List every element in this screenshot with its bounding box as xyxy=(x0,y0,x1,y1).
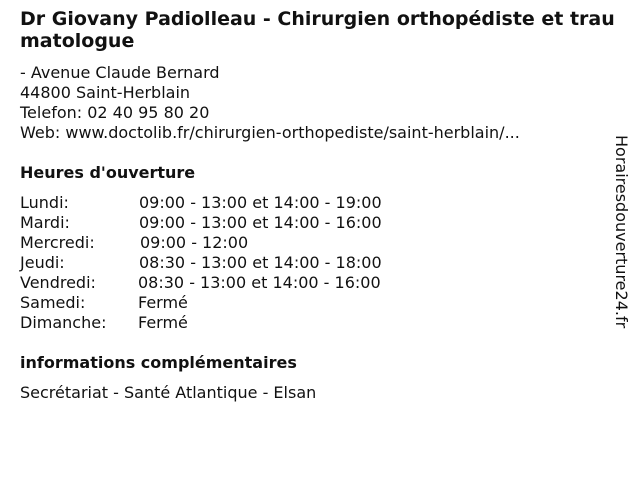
website-link[interactable]: Web: www.doctolib.fr/chirurgien-orthopediste/saint-herblain/... xyxy=(20,123,520,142)
hours-value: 09:00 - 13:00 et 14:00 - 16:00 xyxy=(139,213,382,232)
day-label: Lundi: xyxy=(20,193,69,212)
additional-info-text: Secrétariat - Santé Atlantique - Elsan xyxy=(20,383,317,402)
day-label: Mardi: xyxy=(20,213,70,232)
address-city: 44800 Saint-Herblain xyxy=(20,83,191,102)
opening-hours-heading: Heures d'ouverture xyxy=(20,163,196,182)
day-label: Samedi: xyxy=(20,293,86,312)
site-watermark: Horairesdouverture24.fr xyxy=(612,135,631,329)
day-label: Mercredi: xyxy=(20,233,95,252)
address-block xyxy=(20,63,520,143)
hours-value: Fermé xyxy=(138,293,188,312)
hours-value: 09:00 - 12:00 xyxy=(140,233,249,252)
page-title: Dr Giovany Padiolleau - Chirurgien orthopédiste et traumatologue xyxy=(20,8,615,52)
additional-info-heading: informations complémentaires xyxy=(20,353,297,372)
day-label: Vendredi: xyxy=(20,273,96,292)
phone-number: Telefon: 02 40 95 80 20 xyxy=(20,103,210,122)
hours-value: 08:30 - 13:00 et 14:00 - 16:00 xyxy=(138,273,381,292)
hours-value: 08:30 - 13:00 et 14:00 - 18:00 xyxy=(139,253,382,272)
hours-value: 09:00 - 13:00 et 14:00 - 19:00 xyxy=(139,193,382,212)
address-street: - Avenue Claude Bernard xyxy=(20,63,220,82)
hours-value: Fermé xyxy=(138,313,188,332)
day-label: Dimanche: xyxy=(20,313,107,332)
day-label: Jeudi: xyxy=(20,253,65,272)
